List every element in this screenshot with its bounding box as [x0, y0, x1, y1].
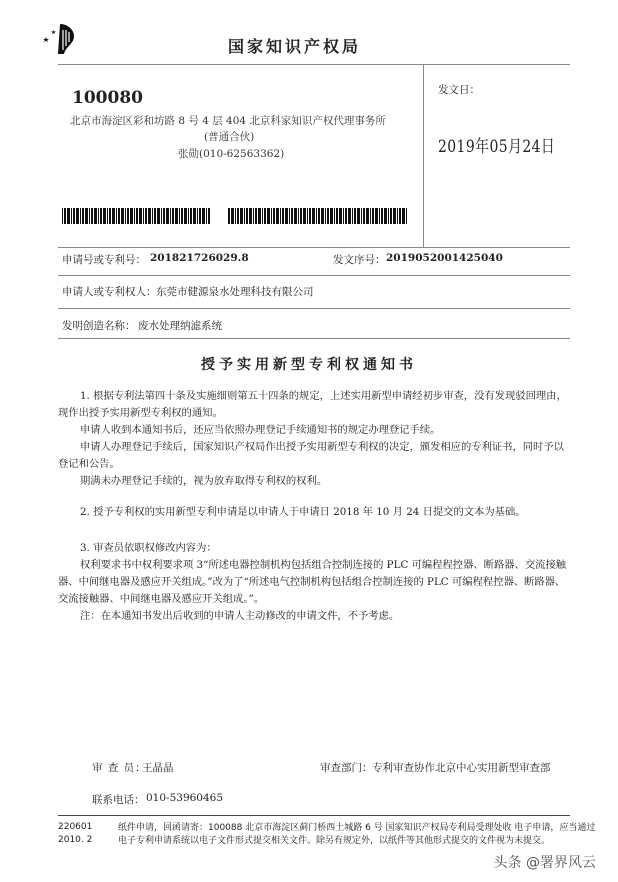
barcode-bar [312, 208, 315, 224]
barcode-bar [352, 208, 353, 224]
barcode-bar [235, 208, 236, 224]
barcode-bar [253, 208, 254, 224]
barcode-right [228, 208, 410, 224]
notice-paragraph: 1. 根据专利法第四十条及实施细则第五十四条的规定，上述实用新型申请经初步审查，没有发现驳回理由，现作出授予实用新型专利权的通知。 [58, 390, 567, 419]
barcode-bar [109, 208, 111, 224]
barcode-bar [206, 208, 207, 224]
notice-body-section2 [58, 504, 570, 521]
barcode-bar [258, 208, 261, 224]
issue-date-label: 发文日： [438, 84, 480, 96]
department-name: 专利审查协作北京中心实用新型审查部 [372, 762, 551, 774]
barcode-bar [240, 208, 243, 224]
barcode-bar [139, 208, 142, 224]
date-column-divider [423, 64, 424, 247]
notice-paragraph: 期满未办理登记手续的，视为放弃取得专利权的权利。 [80, 475, 328, 487]
barcode-bar [172, 208, 174, 224]
footer-instructions: 纸件申请，回函请寄：100088 北京市海淀区蓟门桥西土城路 6 号 国家知识产权局专利局受理处收 电子申请，应当通过电子专利申请系统以电子文件形式提交相关文件。除另有规定外，以纸件等其他形式提交的文件视为未提交。 [118, 823, 596, 846]
barcode-bar [300, 208, 302, 224]
recipient-address-suffix: (普通合伙) [204, 131, 255, 143]
barcode-bar [181, 208, 183, 224]
barcode-bar [361, 208, 362, 224]
barcode-bar [303, 208, 306, 224]
barcode-bar [71, 208, 72, 224]
postcode: 100080 [72, 88, 143, 108]
barcode-bar [384, 208, 387, 224]
barcode-bar [89, 208, 90, 224]
recipient-contact: 张勋(010-62563362) [178, 148, 285, 160]
barcode-bar [134, 208, 135, 224]
applicant-name: 东莞市健源泉水处理科技有限公司 [156, 286, 314, 298]
barcode-bar [381, 208, 383, 224]
barcode-bar [273, 208, 275, 224]
examiner-name: 王晶晶 [142, 762, 174, 774]
barcode-bar [354, 208, 356, 224]
phone-label: 联系电话： [92, 794, 145, 806]
barcode-bar [231, 208, 234, 224]
barcode-bar [145, 208, 147, 224]
barcode-bar [375, 208, 378, 224]
barcode-bar [372, 208, 374, 224]
barcode-bar [318, 208, 320, 224]
barcode-bar [184, 208, 187, 224]
barcode-bar [244, 208, 245, 224]
barcode-bar [388, 208, 389, 224]
barcode-bar [363, 208, 365, 224]
barcode-bar [190, 208, 192, 224]
barcode-bar [82, 208, 84, 224]
barcode-bar [157, 208, 160, 224]
barcode-bar [154, 208, 156, 224]
barcode-bar [130, 208, 133, 224]
barcode-bar [316, 208, 317, 224]
serial-no-label: 发文序号： [333, 254, 386, 266]
barcode-bar [208, 208, 210, 224]
barcode-bar [161, 208, 162, 224]
examiner-label: 审 查 员： [92, 762, 147, 774]
cnipa-emblem-icon [38, 20, 82, 56]
applicant-label: 申请人或专利权人： [62, 286, 157, 298]
row-divider [58, 338, 570, 339]
invention-label: 发明创造名称： [62, 320, 136, 332]
barcode-bar [73, 208, 75, 224]
barcode-bar [294, 208, 297, 224]
barcode-bar [298, 208, 299, 224]
barcode-bar [289, 208, 290, 224]
barcode-bar [175, 208, 178, 224]
barcode-bar [62, 208, 63, 224]
barcode-bar [148, 208, 151, 224]
recipient-address: 北京市海淀区彩和坊路 8 号 4 层 404 北京科家知识产权代理事务所 [70, 115, 386, 127]
barcode-bar [262, 208, 263, 224]
department-label: 审查部门： [320, 762, 373, 774]
barcode-bar [343, 208, 344, 224]
office-name: 国家知识产权局 [228, 37, 362, 56]
barcode-bar [325, 208, 326, 224]
barcode-bar [103, 208, 106, 224]
footer-divider [58, 815, 570, 816]
notice-body-section1 [58, 388, 570, 490]
notice-paragraph: 申请人办理登记手续后，国家知识产权局作出授予实用新型专利权的决定，颁发相应的专利证书，同时予以登记和公告。 [58, 441, 564, 470]
barcode-bar [276, 208, 279, 224]
barcode-bar [197, 208, 198, 224]
barcode-bar [285, 208, 288, 224]
notice-paragraph: 3. 审查员依职权修改内容为： [80, 542, 217, 554]
barcode-bar [116, 208, 117, 224]
barcode-bar [330, 208, 333, 224]
barcode-bar [345, 208, 347, 224]
barcode-bar [85, 208, 88, 224]
barcode-bar [228, 208, 230, 224]
barcode-bar [291, 208, 293, 224]
notice-paragraph: 申请人收到本通知书后，还应当依照办理登记手续通知书的规定办理登记手续。 [80, 424, 441, 436]
barcode-bar [280, 208, 281, 224]
barcode-bar [91, 208, 93, 224]
form-code: 220601 [58, 822, 93, 832]
barcode-bar [199, 208, 201, 224]
phone-number: 010-53960465 [146, 792, 224, 804]
barcode-bar [370, 208, 371, 224]
barcode-left [62, 208, 212, 224]
notice-paragraph: 权利要求书中权利要求项 3“所述电器控制机构包括组合控制连接的 PLC 可编程程控器、断路器、交流接触器、中间继电器及感应开关组成。”改为了“所述电气控制机构包括组合控制连接的 PLC 可编程程控器、断路器、交流接触器、中间继电器及感应开关组成。”。 [58, 559, 567, 605]
barcode-bar [267, 208, 270, 224]
barcode-bar [334, 208, 335, 224]
watermark: 头条 @署界风云 [493, 855, 596, 871]
barcode-bar [402, 208, 405, 224]
barcode-bar [125, 208, 126, 224]
row-divider [58, 247, 570, 248]
barcode-bar [357, 208, 360, 224]
barcode-bar [166, 208, 169, 224]
barcode-bar [188, 208, 189, 224]
notice-body-section3 [58, 540, 570, 625]
barcode-bar [67, 208, 70, 224]
barcode-bar [237, 208, 239, 224]
barcode-bar [64, 208, 66, 224]
barcode-bar [397, 208, 398, 224]
barcode-bar [80, 208, 81, 224]
barcode-bar [202, 208, 205, 224]
issue-date: 2019年05月24日 [438, 137, 556, 157]
barcode-bar [379, 208, 380, 224]
form-version: 2010. 2 [58, 835, 93, 845]
barcode-bar [246, 208, 248, 224]
header-divider [58, 64, 570, 65]
barcode-bar [255, 208, 257, 224]
notice-title: 授予实用新型专利权通知书 [201, 357, 417, 373]
barcode-bar [321, 208, 324, 224]
application-no: 201821726029.8 [150, 252, 249, 264]
serial-no: 2019052001425040 [386, 252, 503, 264]
barcode-bar [336, 208, 338, 224]
barcode-bar [264, 208, 266, 224]
notice-paragraph: 注：在本通知书发出后收到的申请人主动修改的申请文件，不予考虑。 [80, 610, 400, 622]
barcode-bar [406, 208, 407, 224]
barcode-bar [163, 208, 165, 224]
barcode-bar [307, 208, 308, 224]
barcode-bar [143, 208, 144, 224]
barcode-bar [327, 208, 329, 224]
barcode-bar [339, 208, 342, 224]
barcode-bar [100, 208, 102, 224]
barcode-bar [152, 208, 153, 224]
barcode-bar [94, 208, 97, 224]
barcode-bar [193, 208, 196, 224]
barcode-bar [127, 208, 129, 224]
barcode-bar [98, 208, 99, 224]
barcode-bar [309, 208, 311, 224]
barcode-bar [179, 208, 180, 224]
row-divider [58, 275, 570, 276]
barcode-bar [170, 208, 171, 224]
barcode-bar [271, 208, 272, 224]
barcode-bar [249, 208, 252, 224]
barcode-bar [390, 208, 392, 224]
barcode-bar [136, 208, 138, 224]
barcode-bar [399, 208, 401, 224]
barcode-bar [348, 208, 351, 224]
barcode-bar [366, 208, 369, 224]
barcode-bar [118, 208, 120, 224]
barcode-bar [282, 208, 284, 224]
notice-paragraph: 2. 授予专利权的实用新型专利申请是以申请人于申请日 2018 年 10 月 24 日提交的文本为基础。 [80, 506, 526, 518]
row-divider [58, 308, 570, 309]
application-no-label: 申请号或专利号： [62, 254, 146, 266]
barcode-bar [112, 208, 115, 224]
invention-name: 废水处理纳滤系统 [138, 320, 222, 332]
barcode-bar [107, 208, 108, 224]
barcode-bar [121, 208, 124, 224]
barcode-bar [393, 208, 396, 224]
barcode-bar [76, 208, 79, 224]
